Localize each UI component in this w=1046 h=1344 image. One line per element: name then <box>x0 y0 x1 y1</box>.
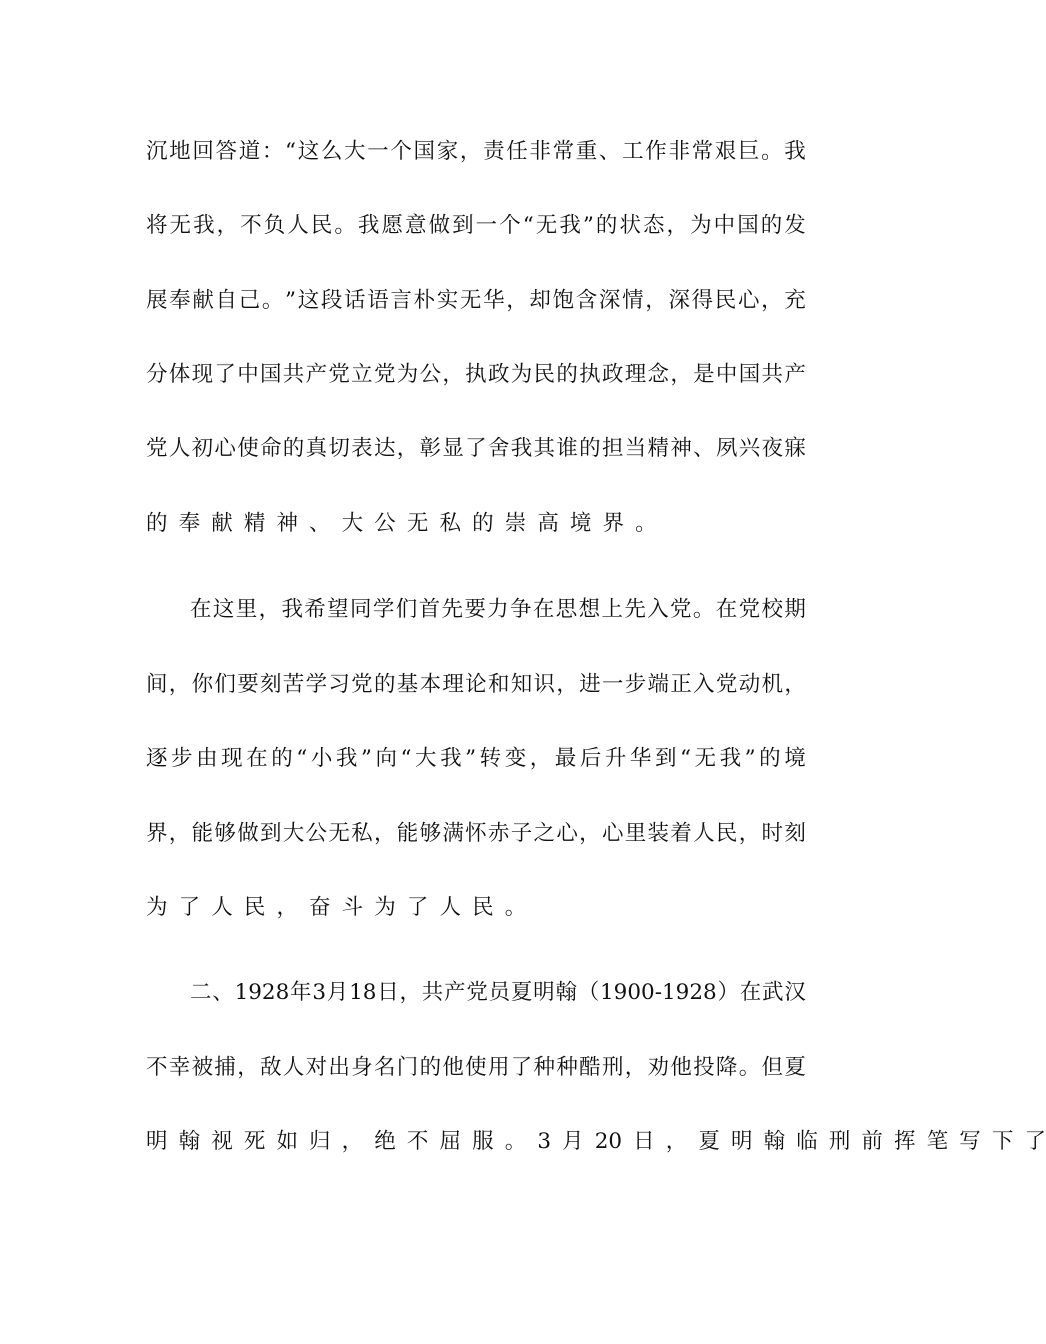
text-line: 逐 步 由 现 在 的 “ 小 我 ” 向 “ 大 我 ” 转 变 ， 最 后 升 华 到 “ 无 我 ” 的 境 <box>146 746 806 771</box>
text-line: 不 幸 被 捕 ， 敌 人 对 出 身 名 门 的 他 使 用 了 种 种 酷 刑 ， 劝 他 投 降 。 但 夏 <box>146 1055 806 1080</box>
text-line: 沉 地 回 答 道 ： “ 这 么 大 一 个 国 家 ， 责 任 非 常 重 、 工 作 非 常 艰 巨 。 我 <box>146 139 806 164</box>
text-line: 分 体 现 了 中 国 共 产 党 立 党 为 公 ， 执 政 为 民 的 执 政 理 念 ， 是 中 国 共 产 <box>146 362 806 387</box>
text-line: 为 了 人 民 ， 奋 斗 为 了 人 民 。 <box>146 895 527 920</box>
text-line: 间 ， 你 们 要 刻 苦 学 习 党 的 基 本 理 论 和 知 识 ， 进 一 步 端 正 入 党 动 机 ， <box>146 672 806 697</box>
text-line: 的 奉 献 精 神 、 大 公 无 私 的 崇 高 境 界 。 <box>146 511 657 536</box>
text-line: 将 无 我 ， 不 负 人 民 。 我 愿 意 做 到 一 个 “ 无 我 ” 的 状 态 ， 为 中 国 的 发 <box>146 213 806 238</box>
text-line: 党 人 初 心 使 命 的 真 切 表 达 ， 彰 显 了 舍 我 其 谁 的 担 当 精 神 、 夙 兴 夜 寐 <box>146 436 806 461</box>
text-line: 展 奉 献 自 己 。 ” 这 段 话 语 言 朴 实 无 华 ， 却 饱 含 深 情 ， 深 得 民 心 ， 充 <box>146 288 806 313</box>
text-line: 明 翰 视 死 如 归 ， 绝 不 屈 服 。 3 月 20 日 ， 夏 明 翰 临 刑 前 挥 笔 写 下 了 <box>146 1129 1046 1154</box>
paragraph-first-line: 在 这 里 ， 我 希 望 同 学 们 首 先 要 力 争 在 思 想 上 先 入 党 。 在 党 校 期 <box>190 597 806 622</box>
paragraph-first-line: 二 、 1928 年 3 月 18 日 ， 共 产 党 员 夏 明 翰 （ 1900-1928 ） 在 武 汉 <box>190 980 806 1005</box>
text-line: 界 ， 能 够 做 到 大 公 无 私 ， 能 够 满 怀 赤 子 之 心 ， 心 里 装 着 人 民 ， 时 刻 <box>146 821 806 846</box>
